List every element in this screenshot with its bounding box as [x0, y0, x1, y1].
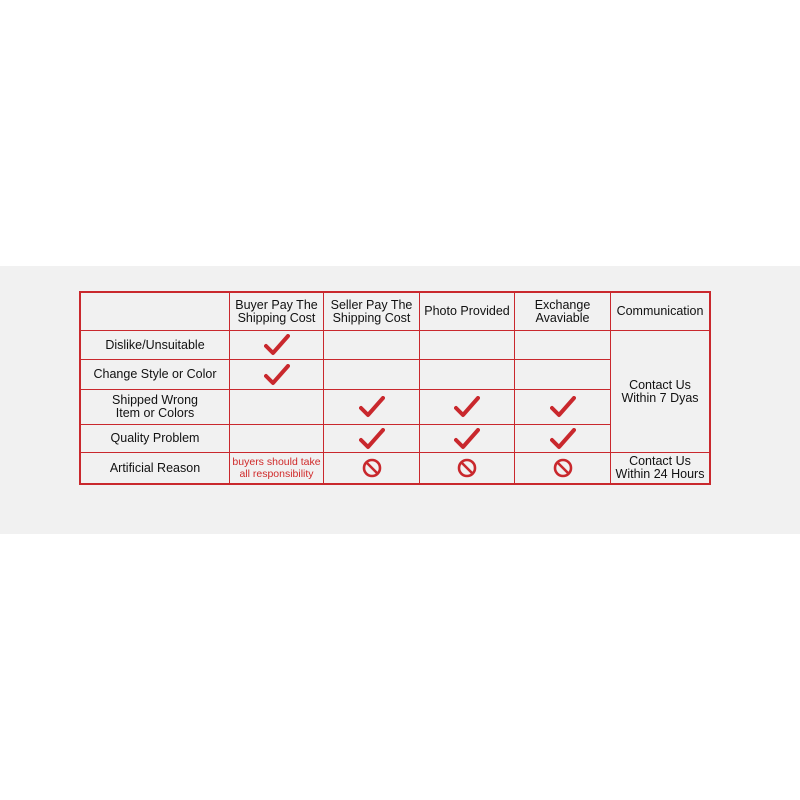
- row-label-change-style: Change Style or Color: [93, 367, 217, 381]
- check-mark-icon: [515, 425, 610, 452]
- prohibited-icon: [324, 453, 419, 483]
- check-mark-icon: [324, 425, 419, 452]
- prohibited-icon: [420, 453, 514, 483]
- row-label-shipped-wrong: Shipped Wrong Item or Colors: [112, 393, 198, 420]
- header-buyer-pay: Buyer Pay The Shipping Cost: [235, 297, 318, 325]
- header-communication: Communication: [616, 304, 704, 318]
- header-exchange-available: Exchange Avaviable: [534, 297, 591, 325]
- communication-24-hours: Contact Us Within 24 Hours: [615, 454, 705, 481]
- row-label-dislike: Dislike/Unsuitable: [105, 337, 205, 352]
- check-mark-icon: [420, 425, 514, 452]
- row-label-artificial-reason: Artificial Reason: [109, 460, 201, 475]
- check-mark-icon: [324, 390, 419, 424]
- communication-7-days: Contact Us Within 7 Dyas: [621, 377, 699, 405]
- check-mark-icon: [420, 390, 514, 424]
- prohibited-icon: [515, 453, 610, 483]
- return-policy-table: [79, 291, 711, 485]
- check-mark-icon: [230, 331, 323, 359]
- header-seller-pay: Seller Pay The Shipping Cost: [330, 297, 413, 325]
- header-photo-provided: Photo Provided: [424, 304, 510, 318]
- check-mark-icon: [230, 360, 323, 389]
- row-label-quality-problem: Quality Problem: [110, 431, 200, 445]
- header-empty-cell: [81, 293, 229, 330]
- buyer-responsibility-note: buyers should take all responsibility: [232, 456, 321, 480]
- check-mark-icon: [515, 390, 610, 424]
